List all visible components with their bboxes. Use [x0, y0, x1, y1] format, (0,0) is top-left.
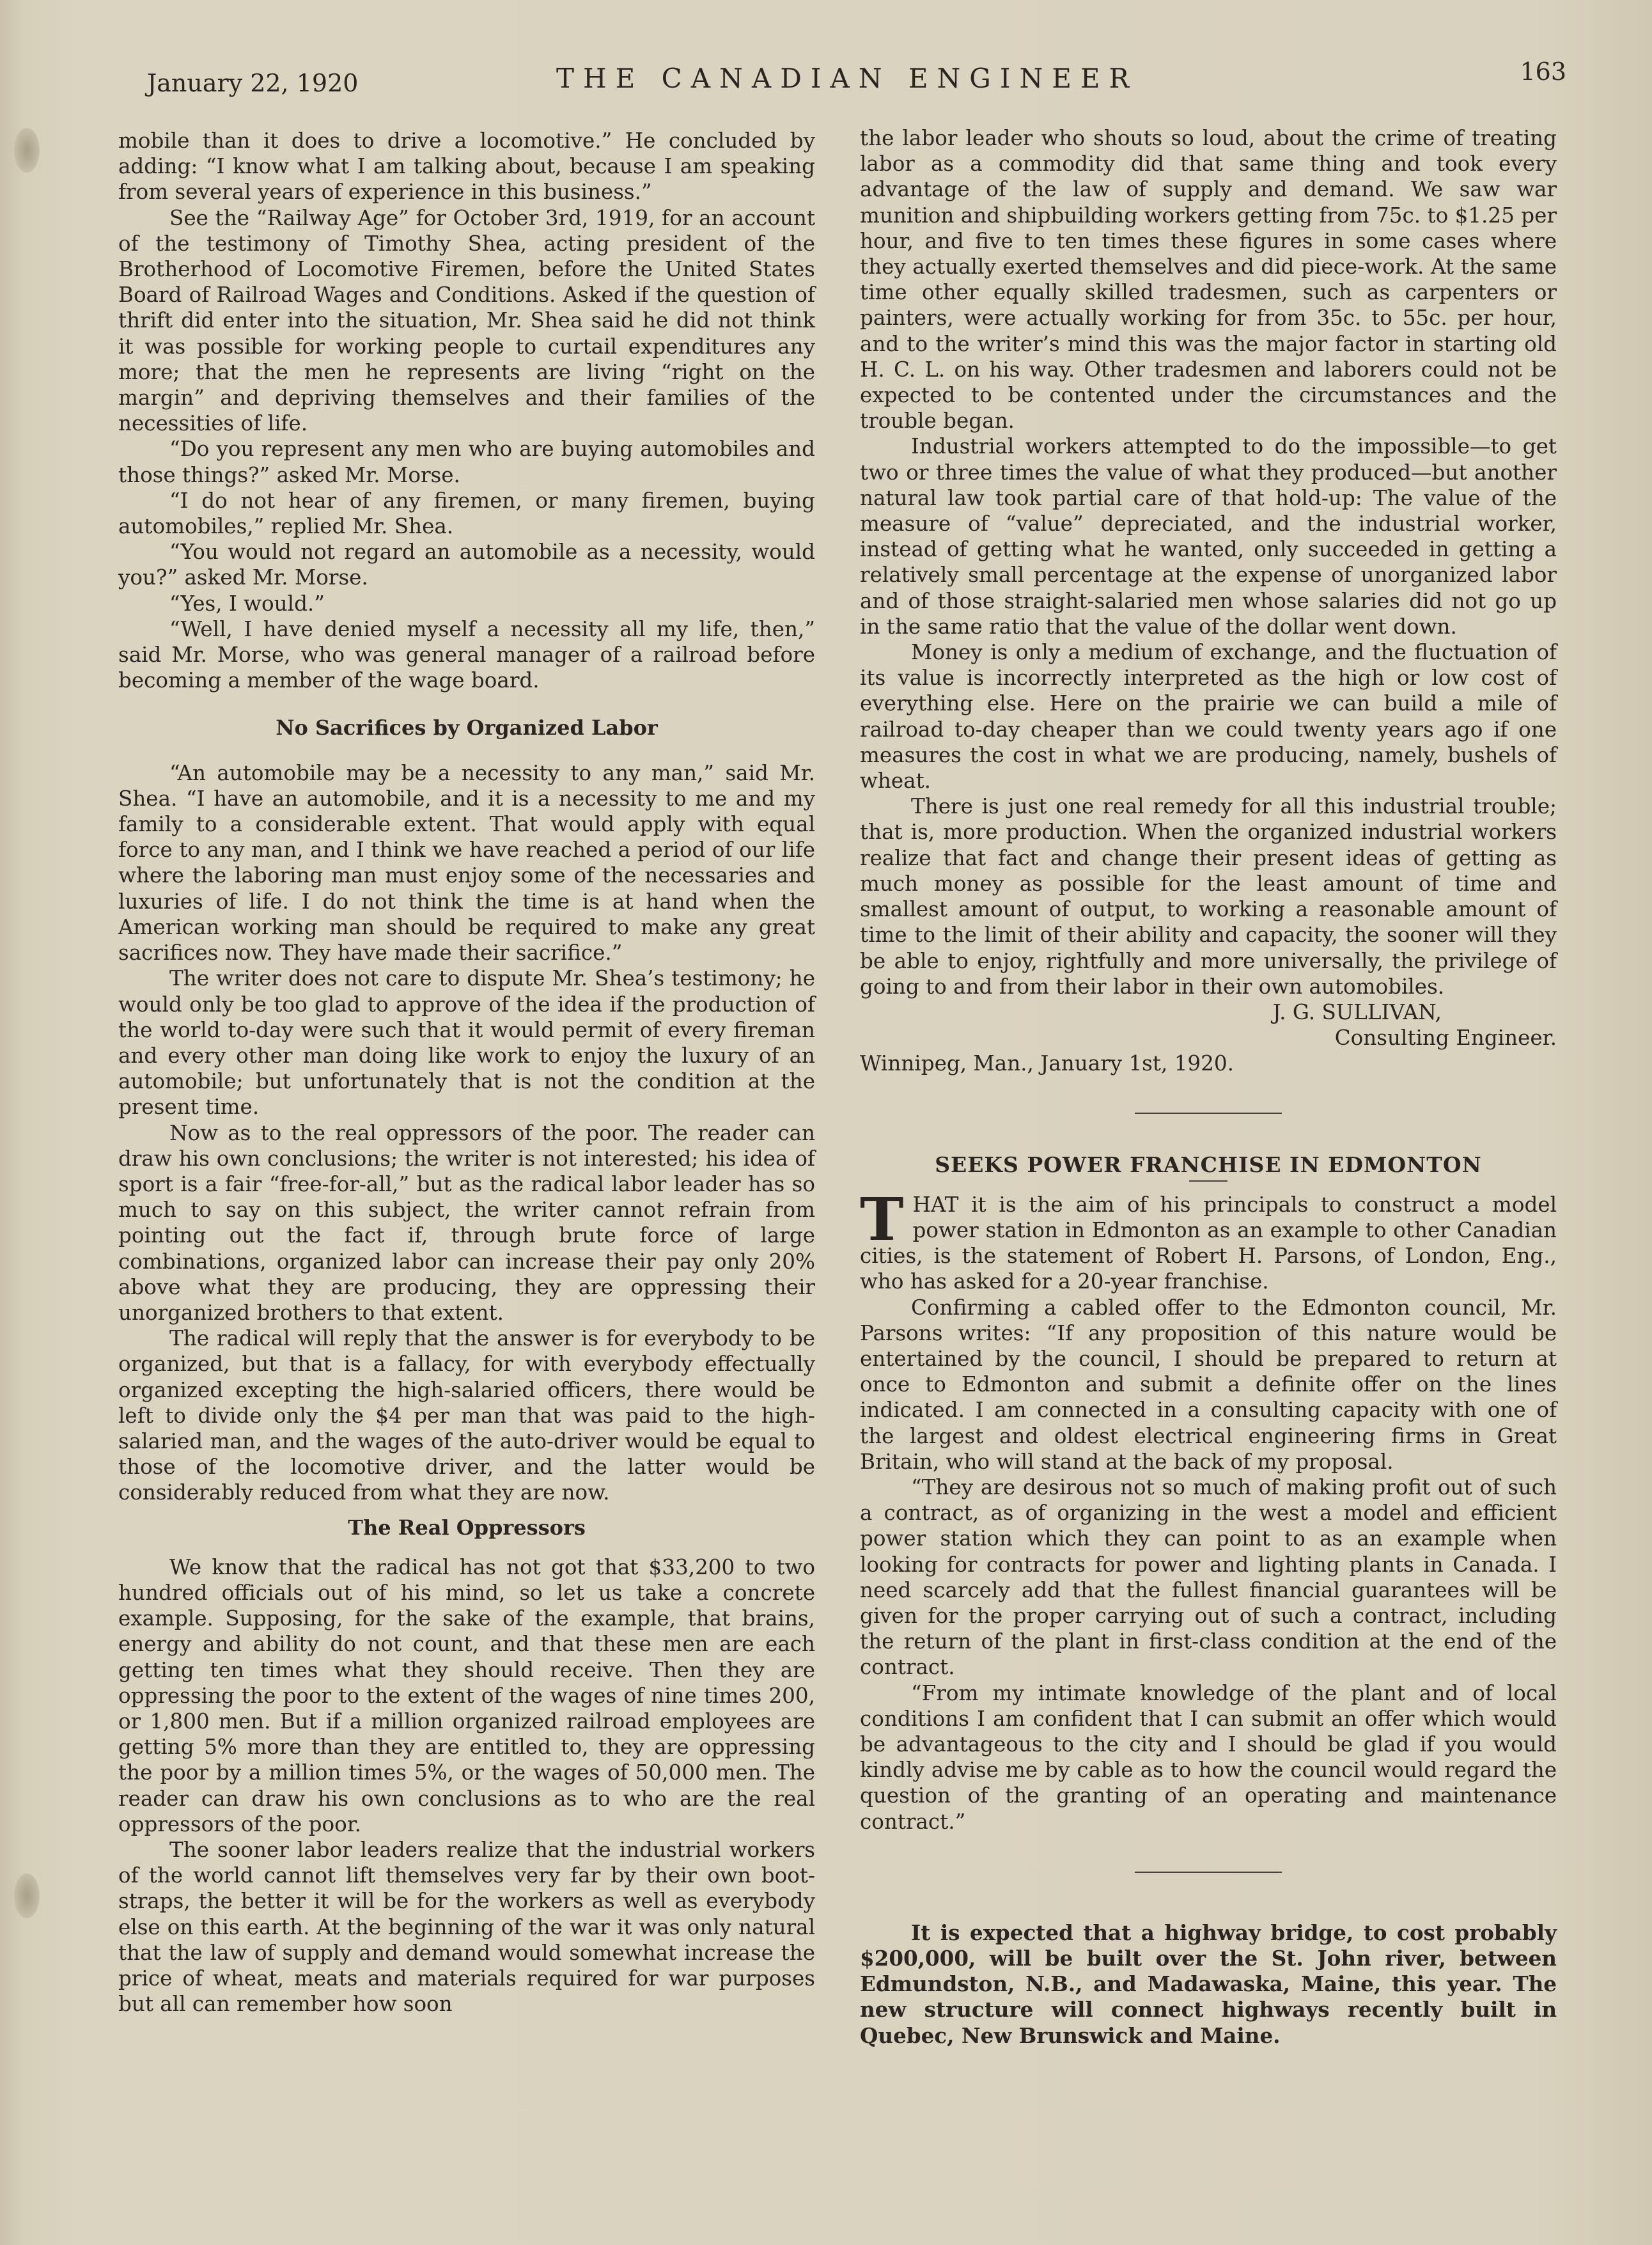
- page-number: 163: [1520, 58, 1566, 86]
- paragraph: “Do you represent any men who are buying automobiles and those things?” asked Mr. Morse.: [118, 437, 815, 487]
- paragraph: Now as to the real oppressors of the poor. The reader can draw his own conclusions; the writer is not interested; his idea of sport is a fair “free-for-all,” but as the radical labor leader has so much to say on this subject, the writer cannot refrain from pointing out the fact if, through brute force of large combinations, organized labor can increase their pay only 20% above what they are producing, they are oppressing their unorganized brothers to that extent.: [118, 1120, 815, 1325]
- issue-date: January 22, 1920: [147, 69, 359, 97]
- paragraph: the labor leader who shouts so loud, about the crime of treating labor as a commodity did that same thing and took every advantage of the law of supply and demand. We saw war munition and shipbuilding workers getting from 75c. to $1.25 per hour, and five to ten times these figures in some cases where they actually exerted themselves and did piece-work. At the same time other equally skilled tradesmen, such as carpenters or painters, were actually working for from 35c. to 55c. per hour, and to the writer’s mind this was the major factor in starting old H. C. L. on his way. Other tradesmen and laborers could not be expected to be contented under the circumstances and the trouble began.: [860, 126, 1557, 434]
- paragraph: We know that the radical has not got that $33,200 to two hundred officials out of his mind, so let us take a concrete example. Supposing, for the sake of the example, that brains, energy and ability do not count, and that these men are each getting ten times what they should receive. Then they are oppressing the poor to the extent of the wages of nine times 200, or 1,800 men. But if a million organized railroad employees are getting 5% more than they are entitled to, they are oppressing the poor by a million times 5%, or the wages of 50,000 men. The reader can draw his own conclusions as to who are the real oppressors of the poor.: [118, 1554, 815, 1836]
- paragraph: “You would not regard an automobile as a necessity, would you?” asked Mr. Morse.: [118, 540, 815, 590]
- paragraph: Industrial workers attempted to do the impossible—to get two or three times the value of what they produced—but another natural law took partial care of that hold-up: The value of the measure of “value” depreciated, and the industrial worker, instead of getting what he wanted, only succeeded in getting a relatively small percentage at the expense of unorganized labor and of those straight-salaried men whose salaries did not go up in the same ratio that the value of the dollar went down.: [860, 434, 1557, 639]
- paragraph: “I do not hear of any firemen, or many firemen, buying automobiles,” replied Mr. Shea.: [118, 488, 815, 539]
- section-divider: [1135, 1872, 1282, 1873]
- paragraph: The sooner labor leaders realize that the industrial workers of the world cannot lift themselves very far by their own boot-straps, the better it will be for the workers as well as everybody else on this earth. At the beginning of the war it was only natural that the law of supply and demand would somewhat increase the price of wheat, meats and materials required for war purposes but all can remember how soon: [118, 1838, 815, 2017]
- paragraph: See the “Railway Age” for October 3rd, 1919, for an account of the testimony of Timothy Shea, acting president of the Brotherhood of Locomotive Firemen, before the United States Board of Railroad Wages and Conditions. Asked if the question of thrift did enter into the situation, Mr. Shea said he did not think it was possible for working people to curtail expenditures any more; that the men he represents are living “right on the margin” and depriving themselves and their families of the necessities of life.: [118, 205, 815, 436]
- paragraph: There is just one real remedy for all this industrial trouble; that is, more production. When the organized industrial workers realize that fact and change their present ideas of getting as much money as possible for the least amount of time and smallest amount of output, to working a reasonable amount of time to the limit of their ability and capacity, the sooner will they be able to enjoy, rightfully and more universally, the privilege of going to and from their labor in their own automobiles.: [860, 794, 1557, 999]
- publication-title: THE CANADIAN ENGINEER: [556, 63, 1139, 94]
- section-heading: No Sacrifices by Organized Labor: [276, 716, 658, 740]
- dateline: Winnipeg, Man., January 1st, 1920.: [860, 1051, 1234, 1076]
- paragraph: “They are desirous not so much of making profit out of such a contract, as of organizing in the west a model and efficient power station which they can point to as an example when looking for contracts for power and lighting plants in Canada. I need scarcely add that the fullest financial guarantees will be given for the proper carrying out of such a contract, including the return of the plant in first-class condition at the end of the contract.: [860, 1475, 1557, 1680]
- binding-hole: [14, 1873, 40, 1918]
- title-underline: [1189, 1180, 1227, 1182]
- paragraph: “An automobile may be a necessity to any man,” said Mr. Shea. “I have an automobile, and it is a necessity to me and my family to a considerable extent. That would apply with equal force to any man, and I think we have reached a period of our life where the laboring man must enjoy some of the necessaries and luxuries of life. I do not think the time is at hand when the American working man should be required to make any great sacrifices now. They have made their sacrifice.”: [118, 760, 815, 966]
- section-heading: The Real Oppressors: [348, 1515, 586, 1540]
- paragraph: [860, 1184, 1557, 1295]
- paragraph: “Well, I have denied myself a necessity all my life, then,” said Mr. Morse, who was general manager of a railroad before becoming a member of the wage board.: [118, 616, 815, 693]
- paragraph-text: HAT it is the aim of his principals to construct a model power station in Edmonton as an example to other Canadian cities, is the statement of Robert H. Parsons, of London, Eng., who has asked for a 20-year franchise.: [860, 1192, 1557, 1294]
- paragraph: Confirming a cabled offer to the Edmonton council, Mr. Parsons writes: “If any proposition of this nature would be entertained by the council, I should be prepared to return at once to Edmonton and submit a definite offer on the lines indicated. I am connected in a consulting capacity with one of the largest and oldest electrical engineering firms in Great Britain, who will stand at the back of my proposal.: [860, 1295, 1557, 1474]
- binding-hole: [14, 128, 40, 173]
- left-column: [118, 128, 815, 2017]
- paragraph: Money is only a medium of exchange, and the fluctuation of its value is incorrectly interpreted as the high or low cost of everything else. Here on the prairie we can build a mile of railroad to-day cheaper than we could twenty years ago if one measures the cost in what we are producing, namely, bushels of wheat.: [860, 640, 1557, 794]
- paragraph: “Yes, I would.”: [169, 591, 325, 616]
- paragraph: The radical will reply that the answer is for everybody to be organized, but that is a fallacy, for with everybody effectually organized excepting the high-salaried officers, there would be left to divide only the $4 per man that was paid to the high-salaried man, and the wages of the auto-driver would be equal to those of the locomotive driver, and the latter would be considerably reduced from what they are now.: [118, 1326, 815, 1505]
- paragraph: It is expected that a highway bridge, to cost probably $200,000, will be built over the St. John river, between Edmundston, N.B., and Madawaska, Maine, this year. The new structure will connect highways recently built in Quebec, New Brunswick and Maine.: [860, 1920, 1557, 2048]
- section-divider: [1135, 1113, 1282, 1114]
- paragraph: mobile than it does to drive a locomotive.” He concluded by adding: “I know what I am talking about, because I am speaking from several years of experience in this business.”: [118, 129, 815, 205]
- author-name: J. G. SULLIVAN,: [1272, 999, 1442, 1024]
- page-header: [147, 58, 1566, 96]
- news-brief: [860, 1920, 1557, 2049]
- article-title: SEEKS POWER FRANCHISE IN EDMONTON: [935, 1152, 1482, 1177]
- drop-cap: T: [860, 1184, 904, 1254]
- author-title: Consulting Engineer.: [1334, 1026, 1557, 1051]
- right-column: [860, 125, 1557, 2049]
- paragraph: “From my intimate knowledge of the plant and of local conditions I am confident that I can submit an offer which would be advantageous to the city and I should be glad if you would kindly advise me by cable as to how the council would regard the question of the granting of an operating and maintenance contract.”: [860, 1680, 1557, 1834]
- paragraph: The writer does not care to dispute Mr. Shea’s testimony; he would only be too glad to approve of the idea if the production of the world to-day were such that it would permit of every fireman and every other man doing like work to enjoy the luxury of an automobile; but unfortunately that is not the condition at the present time.: [118, 966, 815, 1120]
